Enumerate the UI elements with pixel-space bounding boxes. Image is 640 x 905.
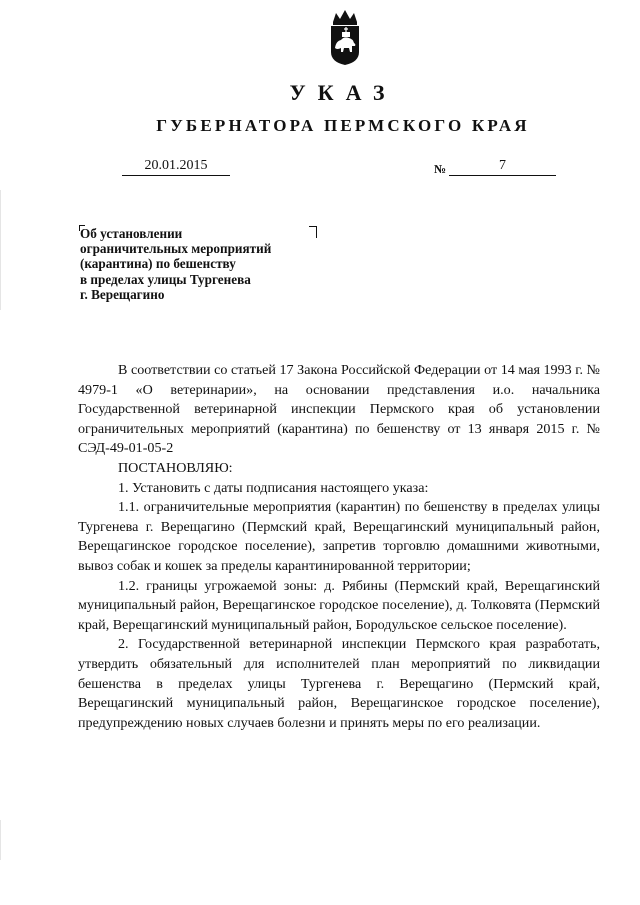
document-body <box>78 361 600 733</box>
scan-edge-mark <box>0 820 1 860</box>
issuer-title: ГУБЕРНАТОРА ПЕРМСКОГО КРАЯ <box>156 116 530 135</box>
clause-2: 2. Государственной ветеринарной инспекции Пермского края разработать, утвердить обязательный для исполнителей план мероприятий по ликвидации бешенства в пределах улицы Тургенева г. Верещагино (Пермский край, Верещагинский муниципальный район, Верещагинское городское поселение), предупреждению новых случаев болезни и принять меры по его реализации. <box>78 636 600 731</box>
preamble-paragraph: В соответствии со статьей 17 Закона Российской Федерации от 14 мая 1993 г. № 4979-1 «О ветеринарии», на основании представления и.о. начальника Государственной ветеринарной инспекции Пермского края об установлении ограничительных мероприятий (карантина) по бешенству от 13 января 2015 г. № СЭД-49-01-05-2 <box>78 362 600 457</box>
subject-line: в пределах улицы Тургенева <box>80 271 251 287</box>
number-sign: № <box>434 162 447 176</box>
document-subject <box>80 226 320 302</box>
scan-edge-mark <box>0 190 1 310</box>
perm-krai-coat-of-arms-icon <box>324 8 366 66</box>
clause-1: 1. Установить с даты подписания настоящего указа: <box>118 479 429 496</box>
subject-line: г. Верещагино <box>80 286 165 302</box>
document-date: 20.01.2015 <box>122 158 230 176</box>
decree-keyword: ПОСТАНОВЛЯЮ: <box>118 459 233 476</box>
clause-1-2: 1.2. границы угрожаемой зоны: д. Рябины (Пермский край, Верещагинский муниципальный район, Верещагинское городское поселение), д. Толковята (Пермский край, Верещагинский муниципальный район, Бородульское сельское поселение). <box>78 577 600 633</box>
document-number: 7 <box>449 158 556 176</box>
subject-line: (карантина) по бешенству <box>80 256 236 272</box>
document-type-title: УКАЗ <box>289 80 397 105</box>
subject-line: Об установлении <box>80 226 183 241</box>
subject-line: ограничительных мероприятий <box>80 241 272 257</box>
clause-1-1: 1.1. ограничительные мероприятия (карантин) по бешенству в пределах улицы Тургенева г. Верещагино (Пермский край, Верещагинский муниципальный район, Верещагинское городское поселение), запретив торговлю домашними животными, вывоз собак и кошек за пределы карантинированной территории; <box>78 499 600 574</box>
